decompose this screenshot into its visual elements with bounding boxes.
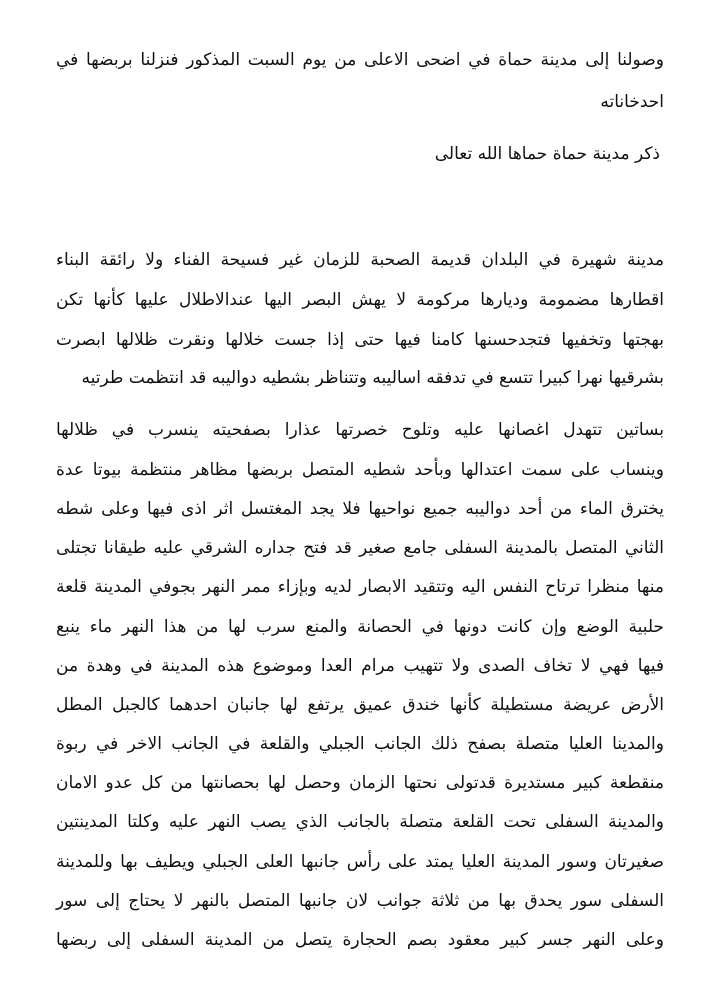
paragraph-2-line: صغيرتان وسور المدينة العليا يمتد على رأس جانبها العلى الجبلي ويطيف بها وللمدينة	[56, 852, 664, 872]
paragraph-2-line: منها منظرا ترتاح النفس اليه وتتقيد الابصار لديه وبإزاء ممر النهر بجوفي المدينة قلعة	[56, 577, 664, 597]
paragraph-2-line: فيها فهي لا تخاف الصدى ولا تتهيب مرام العدا وموضوع هذه المدينة في وهدة من	[56, 656, 664, 676]
paragraph-2-line: وينساب على سمت اعتدالها وبأحد شطيه المتصل بربضها مظاهر منتظمة بيوتا عدة	[56, 460, 664, 480]
paragraph-2-line: حلبية الوضع وإن كانت دونها في الحصانة والمنع سرب لها من هذا النهر ماء ينبع	[56, 617, 664, 637]
paragraph-1-line: اقطارها مضمومة وديارها مركومة لا يهش البصر اليها عندالاطلال عليها كأنها تكن	[56, 290, 664, 310]
intro-line: وصولنا إلى مدينة حماة في اضحى الاعلى من يوم السبت المذكور فنزلنا بربضها في	[56, 50, 664, 70]
paragraph-2-line: منقطعة كبير مستديرة قدتولى نحتها الزمان وحصل لها بحصانتها من كل عدو الامان	[56, 773, 664, 793]
paragraph-2-line: يخترق الماء من أحد دواليبه جميع نواحيها فلا يجد المغتسل اثر اذى فيها وعلى شطه	[56, 499, 664, 519]
paragraph-2-line: وعلى النهر جسر كبير معقود بصم الحجارة يتصل من المدينة السفلى إلى ربضها	[56, 930, 664, 950]
paragraph-2-line: السفلى سور يحدق بها من ثلاثة جوانب لان جانبها المتصل بالنهر لا يحتاج إلى سور	[56, 891, 664, 911]
paragraph-1-line: بهجتها وتخفيها فتجدحسنها كامنا فيها حتى إذا جست خلالها ونقرت ظلالها ابصرت	[56, 330, 664, 350]
paragraph-1-line: بشرقيها نهرا كبيرا تتسع في تدفقه اساليبه وتتناظر بشطيه دواليبه قد انتظمت طرتيه	[81, 368, 664, 388]
paragraph-2-line: والمدينة السفلى تحت القلعة متصلة بالجانب الذي يصب النهر عليه وكلتا المدينتين	[56, 812, 664, 832]
paragraph-2-line: بساتين تتهدل اغصانها عليه وتلوح خصرتها عذارا بصفحيته ينسرب في ظلالها	[56, 420, 664, 440]
paragraph-2-line: الثاني المتصل بالمدينة السفلى جامع صغير قد فتح جداره الشرقي عليه طيقانا تجتلى	[56, 538, 664, 558]
paragraph-2-line: الأرض عريضة مستطيلة كأنها خندق عميق يرتفع لها جانبان احدهما كالجبل المطل	[56, 695, 664, 715]
paragraph-2-line: والمدينا العليا متصلة بصفح ذلك الجانب الجبلي والقلعة في الجانب الاخر في ربوة	[56, 734, 664, 754]
intro-line: احدخاناته	[600, 92, 664, 112]
paragraph-1-line: مدينة شهيرة في البلدان قديمة الصحبة للزمان غير فسيحة الفناء ولا رائقة البناء	[56, 250, 664, 270]
section-heading: ذكر مدينة حماة حماها الله تعالى	[434, 144, 660, 164]
